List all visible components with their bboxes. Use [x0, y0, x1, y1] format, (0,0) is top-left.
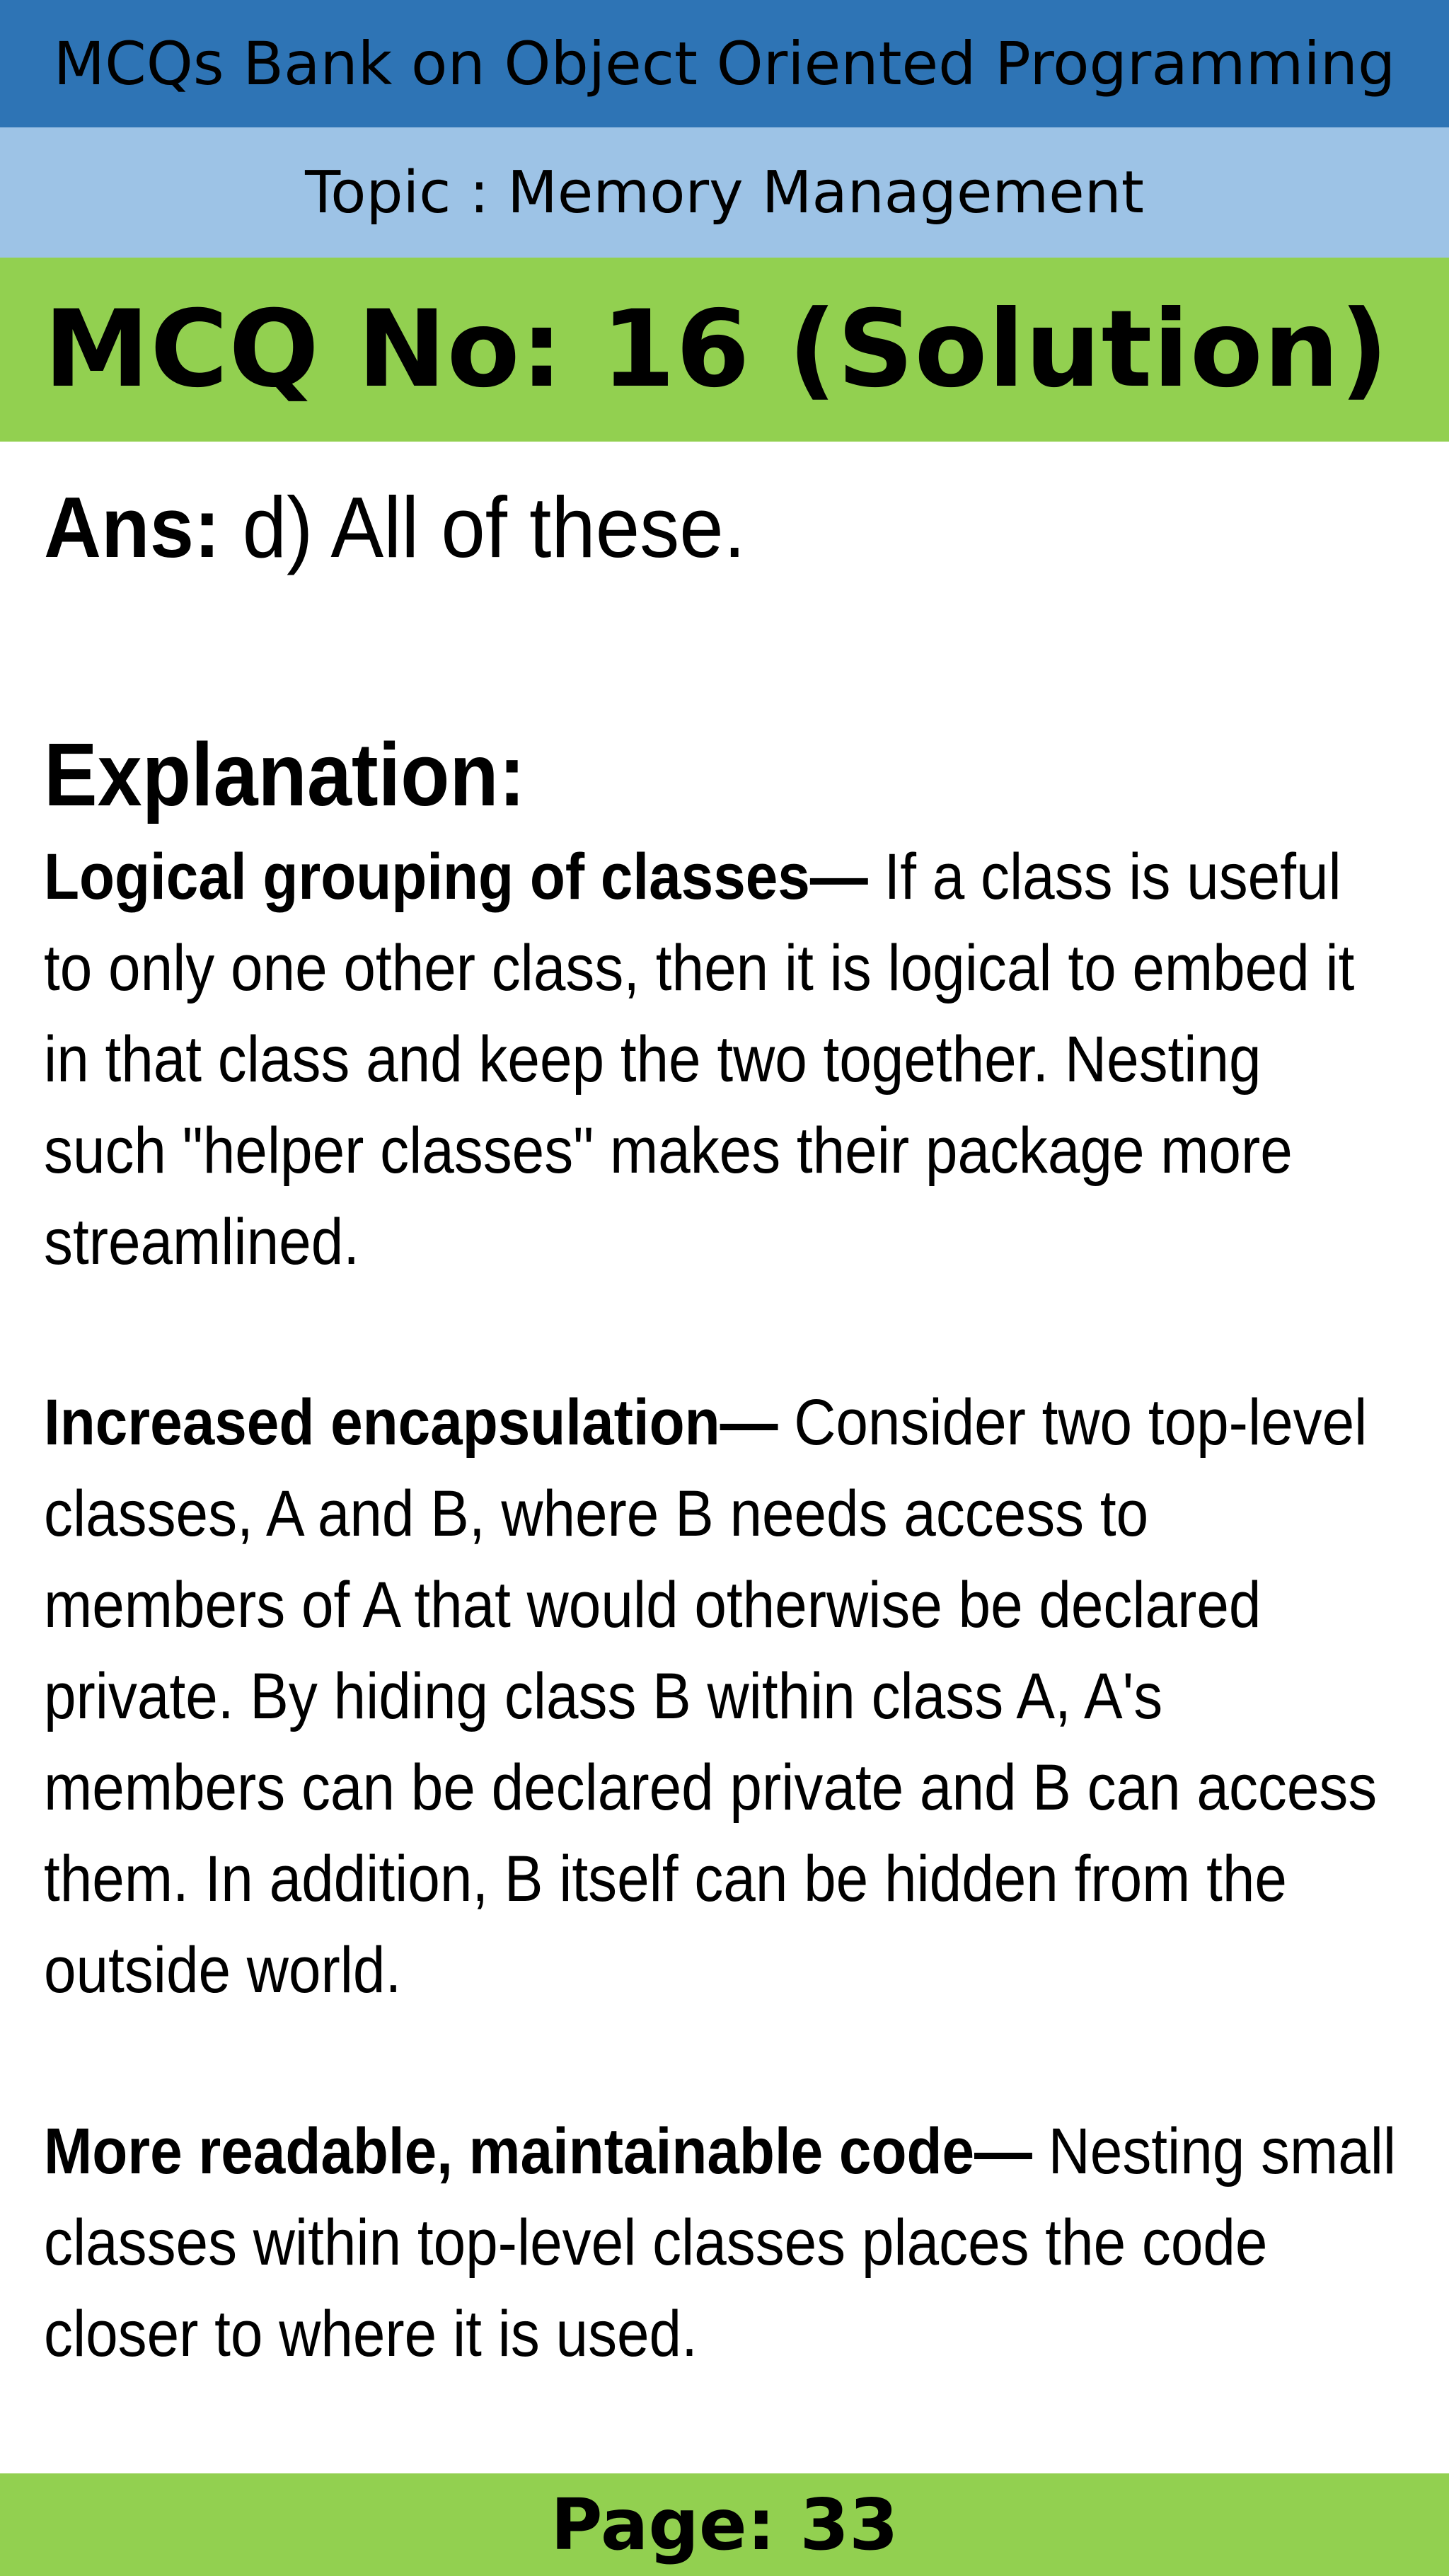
header-bar: [0, 0, 1449, 127]
paragraph-text: If a class is useful to only one other class, then it is logical to embed it in that class and keep the two together. Nesting such "helper classes" makes their package more streamlined.: [44, 841, 1355, 1278]
topic-title: Topic : Memory Management: [305, 159, 1144, 226]
explanation-paragraph-logical-grouping: [44, 832, 1398, 1288]
answer-section: [44, 467, 1416, 587]
explanation-paragraph-encapsulation: [44, 1377, 1398, 2016]
explanation-heading: Explanation:: [44, 725, 526, 824]
paragraph-text: Consider two top-level classes, A and B, where B needs access to members of A that would otherwise be declared private. By hiding class B within class A, A's members can be declared private and B can access them. In addition, B itself can be hidden from the outside world.: [44, 1386, 1378, 2006]
paragraph-text: Nesting small classes within top-level classes places the code closer to where it is used.: [44, 2115, 1397, 2370]
answer-label: Ans:: [44, 479, 221, 575]
topic-bar: [0, 127, 1449, 258]
explanation-paragraph-readable-code: [44, 2106, 1398, 2380]
paragraph-lead: Increased encapsulation—: [44, 1386, 778, 1459]
mcq-title-bar: [0, 258, 1449, 442]
paragraph-lead: Logical grouping of classes—: [44, 841, 868, 913]
header-title: MCQs Bank on Object Oriented Programming: [53, 29, 1396, 98]
mcq-title: MCQ No: 16 (Solution): [44, 288, 1390, 411]
footer-bar: [0, 2473, 1449, 2576]
answer-text: d) All of these.: [220, 479, 746, 575]
paragraph-lead: More readable, maintainable code—: [44, 2115, 1032, 2187]
answer-line: [44, 467, 1307, 587]
page-number: Page: 33: [550, 2483, 899, 2566]
